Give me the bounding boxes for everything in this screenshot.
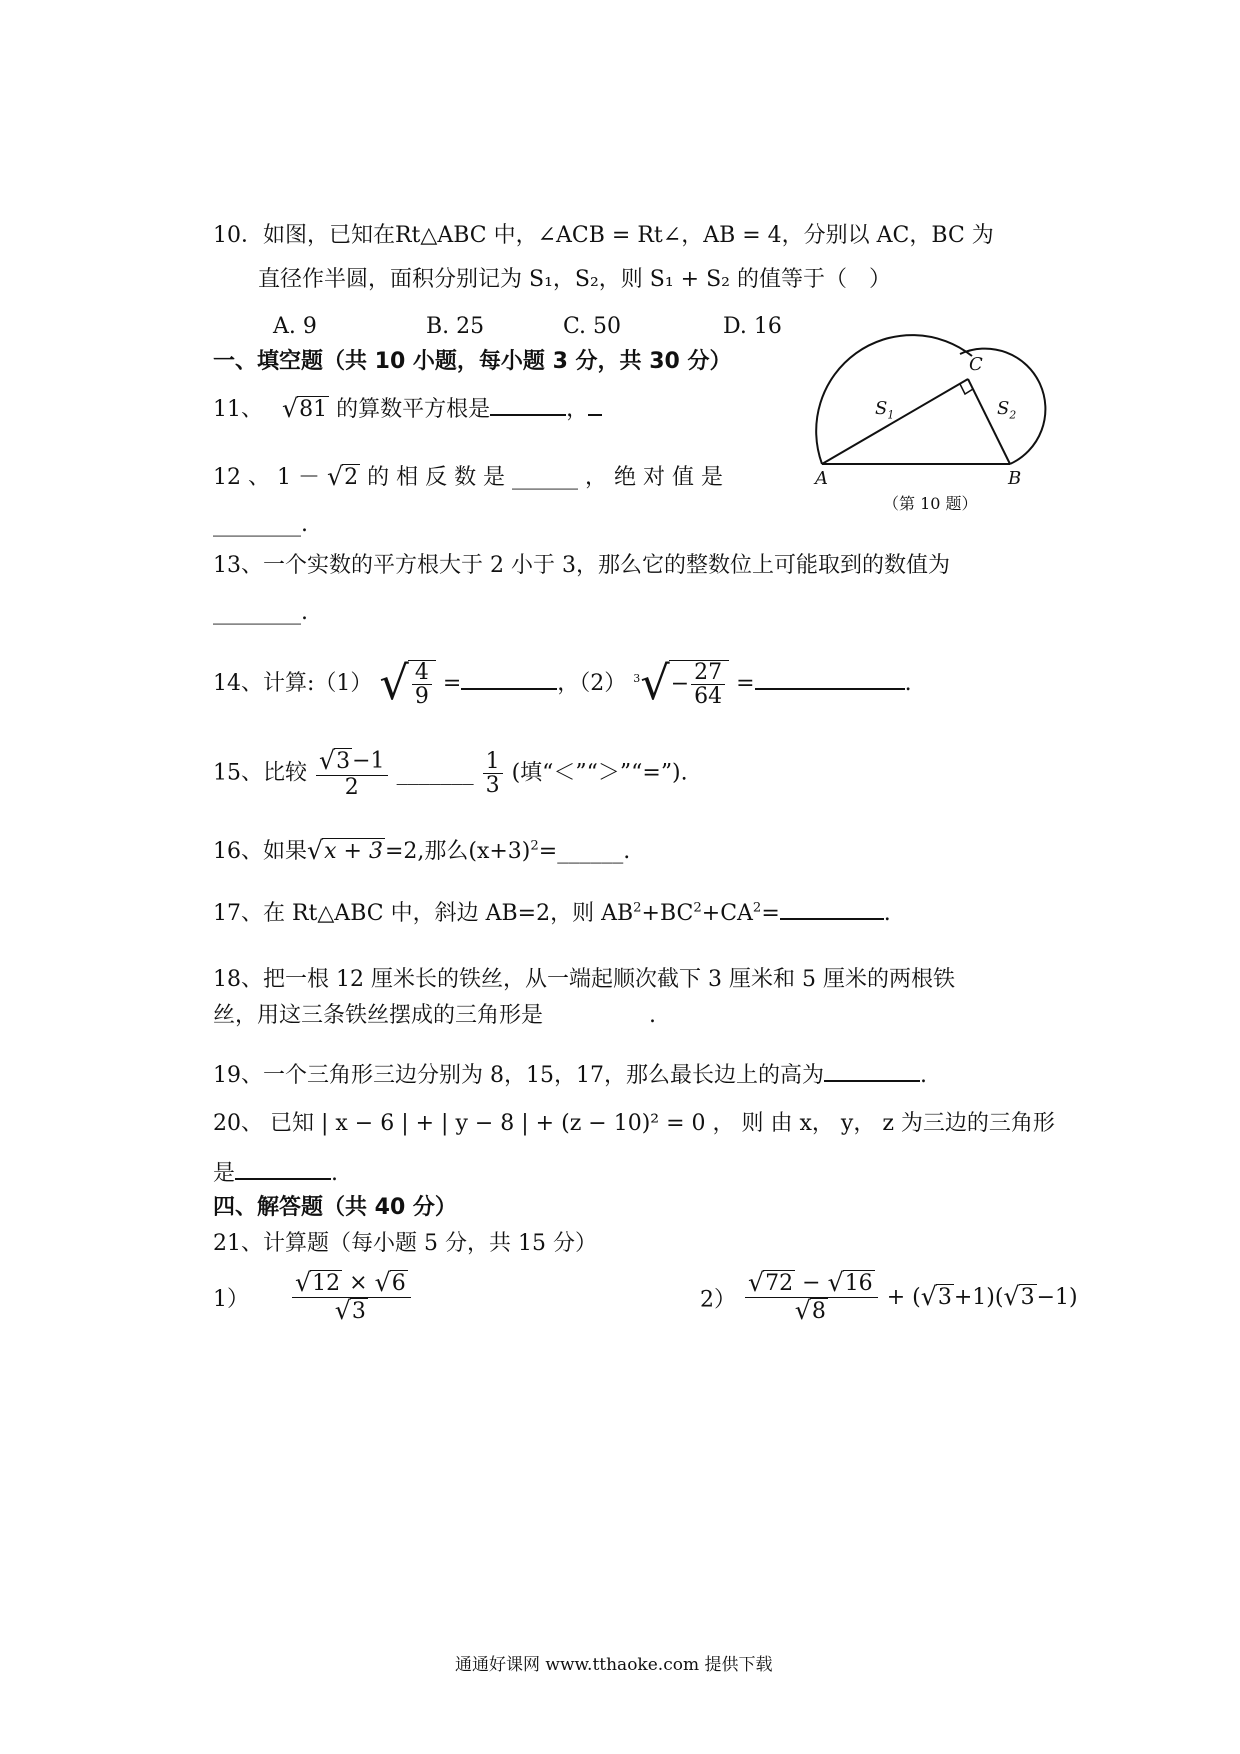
- q14: 14、计算:（1） √ $\frac{4}{9}$ = ，（2） $^3$ √ − $\frac{27}{64}$ = .: [213, 656, 912, 710]
- q16: 16、如果 √ x + 3 =2,那么$(x+3)^2=\_\_\_\_\_\_$.: [213, 836, 631, 866]
- q10-option-d: D. 16: [723, 314, 782, 339]
- q20-line1: 20、 已知 | x − 6 | + | y − 8 | + (z − 10)² = 0 ， 则 由 x， y， z 为三边的三角形: [213, 1111, 1055, 1136]
- q17: 17、在 Rt△ABC 中，斜边 AB=2，则 $AB^2+BC^2+CA^2=$ .: [213, 900, 891, 926]
- q21-part1: 1） √ 12 × √ 6 √ 3: [213, 1270, 413, 1326]
- figure-label-c: C: [969, 354, 983, 375]
- q10-option-b: B. 25: [426, 314, 485, 339]
- section-answer-title: 四、解答题（共 40 分）: [213, 1195, 457, 1220]
- q18-line1: 18、把一根 12 厘米长的铁丝，从一端起顺次截下 3 厘米和 5 厘米的两根铁: [213, 967, 955, 992]
- q10-option-c: C. 50: [563, 314, 622, 339]
- section-fill-in-title: 一、填空题（共 10 小题，每小题 3 分，共 30 分）: [213, 349, 732, 374]
- q10-line1: 10．如图，已知在Rt△ABC 中，∠ACB = Rt∠，AB = 4，分别以 AC，BC 为: [213, 223, 994, 248]
- q13-line1: 13、一个实数的平方根大于 2 小于 3，那么它的整数位上可能取到的数值为: [213, 553, 950, 578]
- q21-title: 21、计算题（每小题 5 分，共 15 分）: [213, 1231, 597, 1256]
- q11: 11、 √ 81 的算数平方根是 ，: [213, 392, 602, 424]
- figure-label-a: A: [815, 468, 828, 489]
- q12-line2: ________.: [213, 512, 308, 537]
- q13-line2: ________.: [213, 600, 308, 625]
- figure-label-b: B: [1008, 468, 1022, 489]
- q20-line2: 是 .: [213, 1161, 339, 1186]
- q15: 15、比较 √ 3 −1 2 _______ $\frac{1}{3}$ (填“＜”“＞”“=”).: [213, 746, 688, 801]
- side-ac: [822, 379, 968, 464]
- page-footer: 通通好课网 www.tthaoke.com 提供下载: [455, 1655, 773, 1675]
- q10-option-a: A. 9: [273, 314, 317, 339]
- figure-label-s1: $S_1$: [875, 398, 895, 422]
- figure-caption: （第 10 题）: [883, 494, 978, 513]
- figure-label-s2: $S_2$: [997, 398, 1017, 422]
- q21-part2: 2） √ 72 − √ 16 √ 8 + ( √ 3 +1)( √ 3 −1): [700, 1268, 1078, 1326]
- q12-line1: 12 、 1 － √ 2 的 相 反 数 是 ______ ， 绝 对 值 是: [213, 462, 724, 492]
- q19: 19、一个三角形三边分别为 8，15，17，那么最长边上的高为 .: [213, 1063, 927, 1088]
- q10-line2: 直径作半圆，面积分别记为 S₁，S₂，则 S₁ + S₂ 的值等于（ ）: [258, 267, 891, 292]
- q18-line2: 丝，用这三条铁丝摆成的三角形是 .: [213, 1003, 657, 1028]
